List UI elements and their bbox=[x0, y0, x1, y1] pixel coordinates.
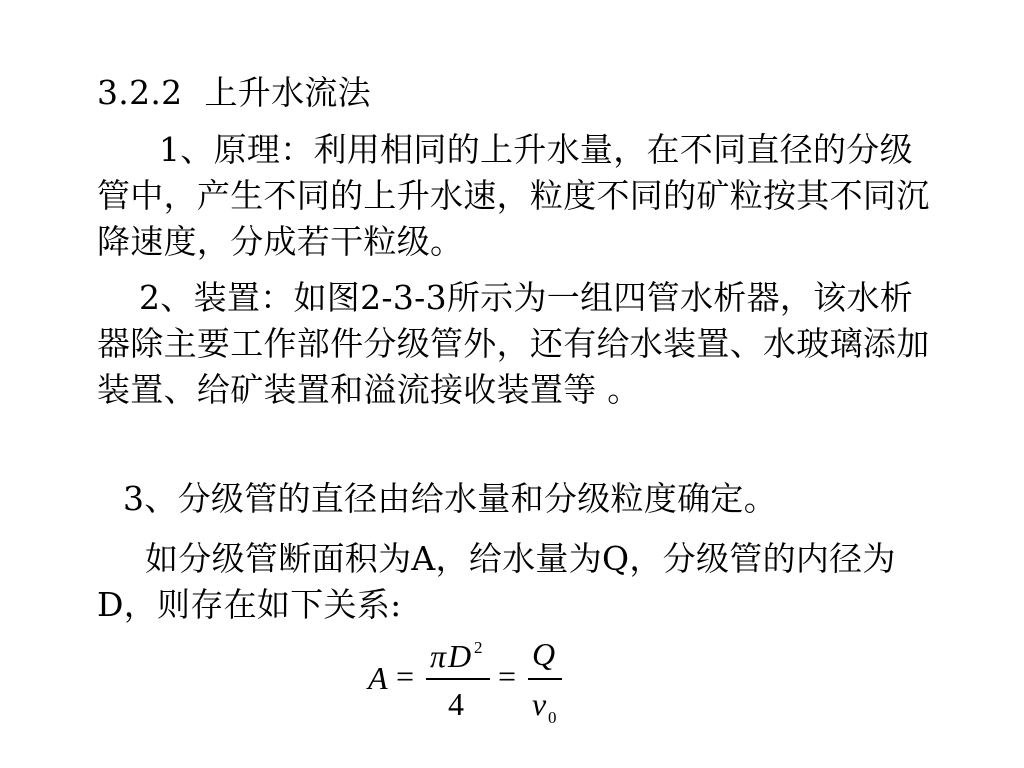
paragraph-principle-text: 1、原理：利用相同的上升水量，在不同直径的分级管中，产生不同的上升水速，粒度不同的矿粒按其不同沉降速度，分成若干粒级。 bbox=[97, 130, 930, 261]
section-title: 上升水流法 bbox=[204, 73, 371, 112]
section-number: 3.2.2 bbox=[97, 73, 183, 112]
formula-lhs: A bbox=[368, 660, 388, 696]
formula bbox=[360, 634, 580, 734]
paragraph-apparatus bbox=[97, 275, 937, 413]
formula-v: v bbox=[532, 686, 547, 722]
paragraph-apparatus-text: 2、装置：如图2-3-3所示为一组四管水析器，该水析器除主要工作部件分级管外，还有给水装置、水玻璃添加装置、给矿装置和溢流接收装置等 。 bbox=[97, 278, 930, 409]
paragraph-relation-text: 如分级管断面积为A，给水量为Q，分级管的内径为D，则存在如下关系: bbox=[97, 539, 896, 624]
paragraph-tube-diameter-text: 3、分级管的直径由给水量和分级粒度确定。 bbox=[123, 479, 777, 518]
section-heading bbox=[97, 70, 937, 116]
paragraph-relation bbox=[97, 536, 937, 628]
paragraph-tube-diameter bbox=[97, 476, 937, 522]
formula-denominator-1: 4 bbox=[448, 686, 464, 722]
fraction-bar-1 bbox=[426, 678, 490, 680]
formula-d: D bbox=[448, 638, 472, 674]
formula-exponent: 2 bbox=[474, 638, 483, 657]
formula-equals-1: = bbox=[396, 658, 415, 694]
formula-subscript: 0 bbox=[548, 708, 557, 727]
formula-equals-2: = bbox=[498, 658, 517, 694]
paragraph-principle bbox=[97, 127, 937, 265]
fraction-bar-2 bbox=[528, 678, 562, 680]
formula-pi: π bbox=[430, 638, 447, 674]
formula-q: Q bbox=[532, 636, 556, 672]
